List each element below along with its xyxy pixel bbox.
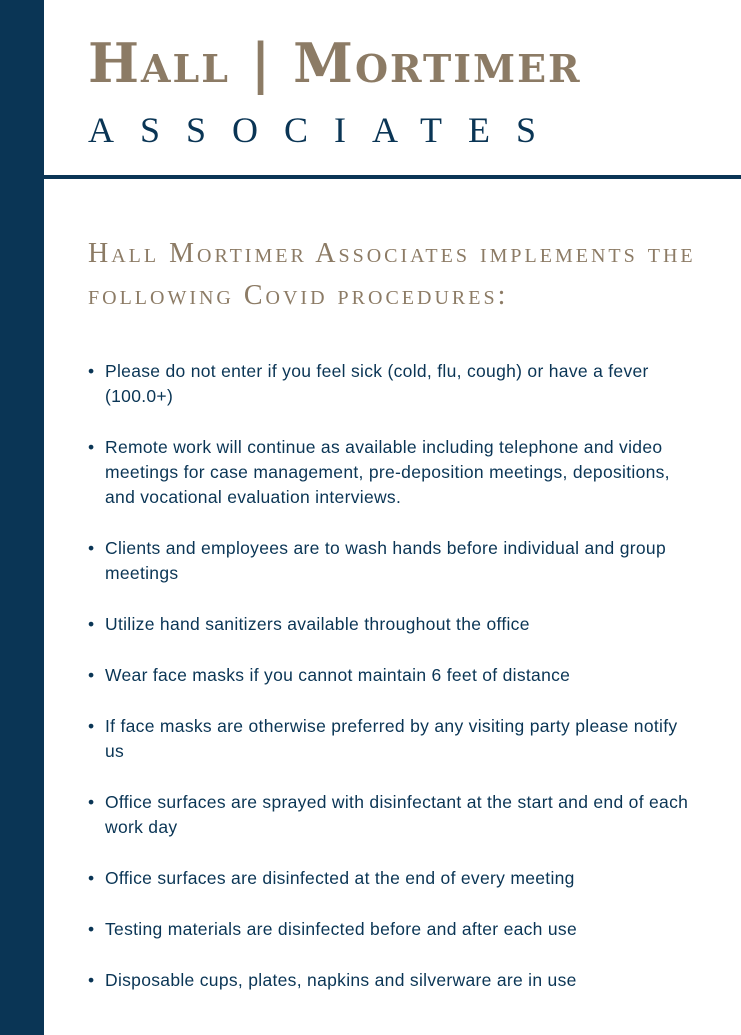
list-item-text: Office surfaces are sprayed with disinfectant at the start and end of each work day	[105, 792, 689, 837]
list-item	[88, 790, 700, 840]
list-item-text: Please do not enter if you feel sick (cold, flu, cough) or have a fever (100.0+)	[105, 361, 649, 406]
list-item-text: Disposable cups, plates, napkins and silverware are in use	[105, 970, 577, 990]
list-item	[88, 536, 700, 586]
header-divider	[44, 175, 741, 179]
list-item	[88, 359, 700, 409]
bullet-icon: •	[88, 437, 95, 457]
list-item	[88, 968, 700, 993]
bullet-icon: •	[88, 716, 95, 736]
list-item-text: Clients and employees are to wash hands before individual and group meetings	[105, 538, 667, 583]
firm-subtitle: ASSOCIATES	[88, 110, 563, 150]
bullet-icon: •	[88, 792, 95, 812]
list-item	[88, 866, 700, 891]
list-item	[88, 435, 700, 510]
list-item	[88, 917, 700, 942]
list-item-text: Wear face masks if you cannot maintain 6 feet of distance	[105, 665, 571, 685]
list-item-text: Remote work will continue as available including telephone and video meetings for case management, pre-deposition meetings, depositions, and vocational evaluation interviews.	[105, 437, 670, 507]
left-sidebar-band	[0, 0, 44, 1035]
list-item	[88, 714, 700, 764]
procedures-list	[88, 359, 700, 1019]
list-item-text: Office surfaces are disinfected at the end of every meeting	[105, 868, 575, 888]
intro-heading: Hall Mortimer Associates implements the following Covid procedures:	[88, 238, 696, 311]
firm-logo	[88, 31, 582, 150]
list-item-text: Testing materials are disinfected before and after each use	[105, 919, 577, 939]
bullet-icon: •	[88, 538, 95, 558]
bullet-icon: •	[88, 970, 95, 990]
bullet-icon: •	[88, 868, 95, 888]
list-item-text: Utilize hand sanitizers available throughout the office	[105, 614, 530, 634]
bullet-icon: •	[88, 665, 95, 685]
firm-name: Hall | Mortimer	[88, 31, 582, 95]
bullet-icon: •	[88, 614, 95, 634]
list-item-text: If face masks are otherwise preferred by any visiting party please notify us	[105, 716, 678, 761]
list-item	[88, 663, 700, 688]
bullet-icon: •	[88, 919, 95, 939]
bullet-icon: •	[88, 361, 95, 381]
list-item	[88, 612, 700, 637]
